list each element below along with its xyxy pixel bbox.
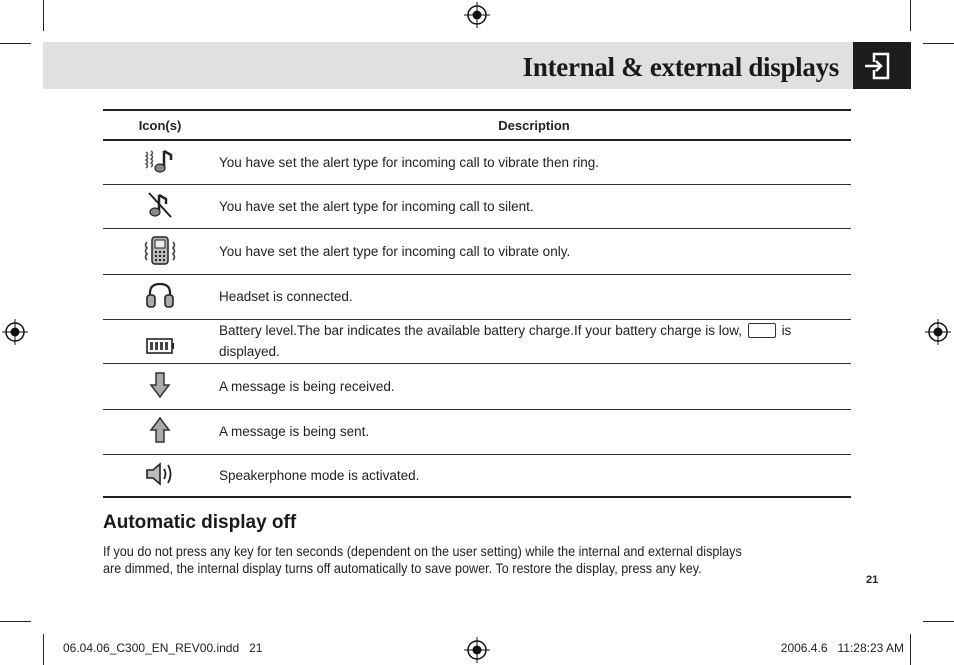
crop-mark: [910, 634, 911, 665]
speakerphone-icon: [144, 460, 176, 488]
footer-file-info: 06.04.06_C300_EN_REV00.indd 21: [63, 641, 263, 655]
row-description: [217, 319, 851, 363]
crop-mark: [923, 43, 954, 44]
registration-mark-icon: [464, 2, 490, 28]
vibrate-then-ring-icon: [143, 147, 177, 175]
page-title: Internal & external displays: [522, 52, 839, 82]
registration-mark-icon: [464, 637, 490, 663]
registration-mark-icon: [925, 319, 951, 345]
table-row: [103, 228, 851, 274]
row-description: You have set the alert type for incoming call to silent.: [217, 184, 851, 228]
crop-mark: [43, 0, 44, 31]
crop-mark: [910, 0, 911, 31]
battery-description-end: is displayed.: [219, 323, 792, 359]
section-heading: Automatic display off: [103, 512, 297, 533]
low-battery-icon: [748, 323, 776, 338]
table-row: [103, 454, 851, 497]
silent-icon: [145, 190, 175, 220]
row-description: A message is being sent.: [217, 409, 851, 454]
page-number: 21: [866, 574, 879, 586]
table-row: [103, 184, 851, 228]
row-description: A message is being received.: [217, 363, 851, 409]
crop-mark: [43, 634, 44, 665]
registration-mark-icon: [2, 319, 28, 345]
row-description: You have set the alert type for incoming call to vibrate only.: [217, 228, 851, 274]
section-tab: [853, 42, 911, 89]
message-sending-icon: [149, 416, 171, 444]
battery-icon: [145, 337, 175, 355]
column-header-icons: Icon(s): [103, 110, 217, 140]
battery-description-start: Battery level.The bar indicates the available battery charge.If your battery charge is low,: [219, 323, 743, 338]
vibrate-only-icon: [143, 233, 177, 267]
enter-arrow-icon: [853, 42, 911, 89]
message-receiving-icon: [149, 371, 171, 399]
table-row: [103, 319, 851, 363]
row-description: You have set the alert type for incoming call to vibrate then ring.: [217, 140, 851, 184]
table-row: [103, 140, 851, 184]
section-body: If you do not press any key for ten seconds (dependent on the user setting) while the internal and external displays are dimmed, the internal display turns off automatically to save power. To restore the display, press any key.: [103, 543, 742, 576]
headset-icon: [145, 281, 175, 309]
crop-mark: [0, 43, 31, 44]
table-row: [103, 363, 851, 409]
crop-mark: [0, 621, 31, 622]
crop-mark: [923, 621, 954, 622]
icon-table: [103, 109, 851, 498]
column-header-description: Description: [217, 110, 851, 140]
footer-timestamp: 2006.4.6 11:28:23 AM: [780, 641, 904, 655]
row-description: Headset is connected.: [217, 274, 851, 319]
table-row: [103, 274, 851, 319]
row-description: Speakerphone mode is activated.: [217, 454, 851, 497]
table-row: [103, 409, 851, 454]
